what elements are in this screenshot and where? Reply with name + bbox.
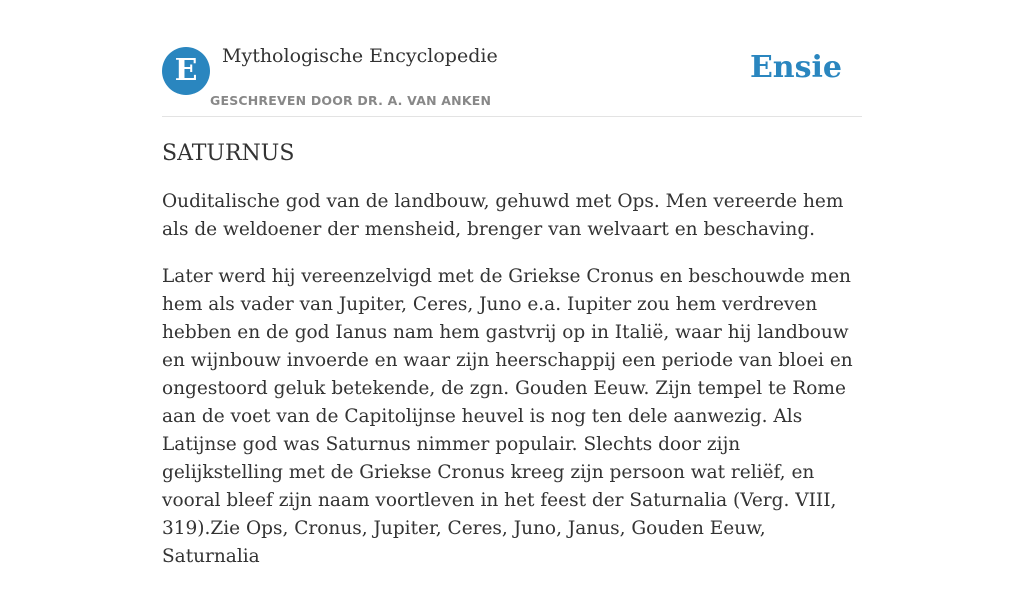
brand-logo[interactable]: Ensie [749, 50, 842, 85]
source-title-link[interactable]: Mythologische Encyclopedie [222, 45, 498, 67]
entry-paragraph: Later werd hij vereenzelvigd met de Griekse Cronus en beschouwde men hem als vader van Jupiter, Ceres, Juno e.a. Iupiter zou hem verdreven hebben en de god Ianus nam hem gastvrij op in Italië, waar hij landbouw en wijnbouw invoerde en waar zijn heerschappij een periode van bloei en ongestoord geluk betekende, de zgn. Gouden Eeuw. Zijn tempel te Rome aan de voet van de Capitolijnse heuvel is nog ten dele aanwezig. Als Latijnse god was Saturnus nimmer populair. Slechts door zijn gelijkstelling met de Griekse Cronus kreeg zijn persoon wat reliëf, en vooral bleef zijn naam voortleven in het feest der Saturnalia (Verg. VIII, 319).Zie Ops, Cronus, Jupiter, Ceres, Juno, Janus, Gouden Eeuw, Saturnalia [162, 266, 853, 567]
author-credit: GESCHREVEN DOOR DR. A. VAN ANKEN [210, 93, 492, 108]
entry-title: SATURNUS [162, 141, 295, 166]
source-logo[interactable]: E [162, 47, 210, 95]
entry-content [162, 138, 864, 590]
source-header [162, 44, 862, 117]
entry-paragraph: Ouditalische god van de landbouw, gehuwd met Ops. Men vereerde hem als de weldoener der mensheid, brenger van welvaart en beschaving. [162, 191, 844, 240]
